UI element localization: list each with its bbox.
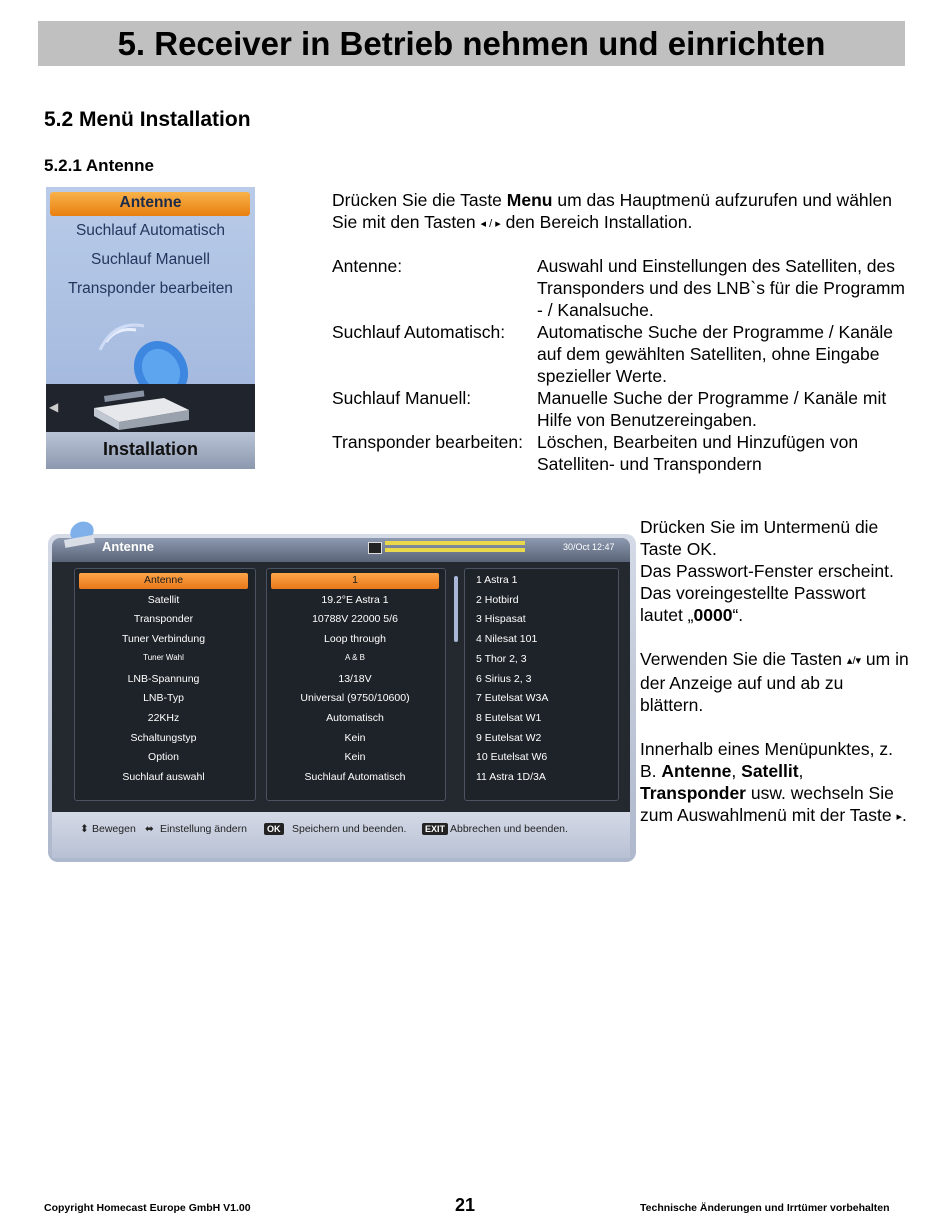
definition-list xyxy=(332,255,912,475)
definition-term: Suchlauf Automatisch: xyxy=(332,322,506,342)
setting-value: 19.2°E Astra 1 xyxy=(321,593,389,606)
definition-row xyxy=(332,431,912,475)
foot-move: Bewegen xyxy=(92,823,136,835)
bold-antenne: Antenne xyxy=(661,761,732,781)
foot-change: Einstellung ändern xyxy=(160,823,247,835)
foot-cancel: Abbrechen und beenden. xyxy=(450,823,568,835)
foot-save: Speichern und beenden. xyxy=(292,823,407,835)
setting-value: Kein xyxy=(344,731,366,744)
side-p2: Das Passwort-Fenster erscheint. xyxy=(640,561,894,581)
intro-text-2: um das Hauptmenü aufzurufen und wählen Sie mit den Tasten xyxy=(332,190,893,232)
setting-label: Option xyxy=(148,751,179,764)
definition-term: Antenne: xyxy=(332,256,403,276)
installation-menu-screenshot xyxy=(46,187,255,469)
definition-row xyxy=(332,387,912,431)
satellite-list-item: 5 Thor 2, 3 xyxy=(476,652,527,665)
page-number: 21 xyxy=(455,1195,476,1215)
setting-value: 13/18V xyxy=(338,672,372,685)
satellite-dish-icon xyxy=(60,520,100,554)
signal-icon xyxy=(368,542,382,554)
bold-transponder: Transponder xyxy=(640,783,746,803)
satellite-list-item: 10 Eutelsat W6 xyxy=(476,751,548,764)
section-heading: 5.2 Menü Installation xyxy=(44,108,251,131)
satellite-list-item: 8 Eutelsat W1 xyxy=(476,711,542,724)
side-p5-mid: usw. wechseln Sie zum Auswahlmenü mit der Taste xyxy=(640,783,897,825)
side-instructions xyxy=(640,516,910,828)
side-p5 xyxy=(640,738,910,828)
right-arrow-icon: ▸ xyxy=(896,811,902,823)
satellite-list-item: 2 Hotbird xyxy=(476,593,519,606)
signal-strength-bar xyxy=(385,541,525,545)
setting-value: Universal (9750/10600) xyxy=(300,692,410,705)
definition-term: Suchlauf Manuell: xyxy=(332,388,472,408)
exit-key: EXIT xyxy=(422,823,448,835)
chapter-title-bar xyxy=(38,21,905,66)
intro-paragraph xyxy=(332,189,902,235)
definition-desc: Manuelle Suche der Programme / Kanäle mit Hilfe von Benutzereingaben. xyxy=(537,388,887,430)
side-p3-end: “. xyxy=(732,605,744,625)
chapter-title: 5. Receiver in Betrieb nehmen und einrichten xyxy=(117,24,826,62)
setting-label: Suchlauf auswahl xyxy=(122,771,205,783)
installation-label: Installation xyxy=(102,439,198,459)
up-down-arrow-icons: ▴/▾ xyxy=(846,655,862,667)
intro-text-1: Drücken Sie die Taste xyxy=(332,190,507,210)
menu-item-transponder-bearbeiten: Transponder bearbeiten xyxy=(68,280,233,297)
bold-satellit: Satellit xyxy=(741,761,799,781)
side-p3 xyxy=(640,582,910,626)
comma: , xyxy=(731,761,742,781)
setting-label: Transponder xyxy=(133,613,194,626)
menu-key-label: Menu xyxy=(506,190,553,210)
left-right-icon: ⬌ xyxy=(145,823,154,835)
setting-label: Schaltungstyp xyxy=(130,731,197,744)
definition-row xyxy=(332,255,912,321)
screen-body xyxy=(52,562,630,812)
menu-item-suchlauf-automatisch: Suchlauf Automatisch xyxy=(75,222,226,239)
setting-value: Suchlauf Automatisch xyxy=(304,771,406,783)
left-right-arrow-icons: ◂ / ▸ xyxy=(480,218,501,230)
definition-row xyxy=(332,321,912,387)
disclaimer: Technische Änderungen und Irrtümer vorbehalten xyxy=(640,1202,890,1214)
menu-carousel-strip xyxy=(46,384,255,432)
setting-label: Antenne xyxy=(143,574,184,586)
ok-key: OK xyxy=(264,823,284,835)
satellite-list-item: 9 Eutelsat W2 xyxy=(476,731,542,744)
setting-label: Tuner Wahl xyxy=(143,652,184,662)
default-password: 0000 xyxy=(693,605,733,625)
satellite-list-item: 3 Hispasat xyxy=(476,613,526,626)
receiver-device-icon xyxy=(84,388,194,430)
side-p5-end: . xyxy=(902,805,907,825)
screen-title: Antenne xyxy=(102,539,154,554)
signal-quality-bar xyxy=(385,548,525,552)
setting-label: Tuner Verbindung xyxy=(121,633,206,646)
menu-item-antenne: Antenne xyxy=(119,194,182,211)
setting-value: A & B xyxy=(344,652,365,662)
side-p4-end: um in der Anzeige auf und ab zu blättern. xyxy=(640,649,909,715)
satellite-list-item: 4 Nilesat 101 xyxy=(476,633,538,646)
setting-label: LNB-Typ xyxy=(143,692,184,705)
definition-desc: Automatische Suche der Programme / Kanäle auf dem gewählten Satelliten, ohne Eingabe spezieller Werte. xyxy=(537,322,894,386)
screen-footer xyxy=(52,812,630,858)
screen-datetime: 30/Oct 12:47 xyxy=(563,542,615,552)
satellite-list-item: 1 Astra 1 xyxy=(476,574,518,586)
antenna-menu-screenshot xyxy=(48,520,636,862)
setting-label: 22KHz xyxy=(147,711,180,724)
setting-value: Automatisch xyxy=(326,711,384,724)
menu-item-suchlauf-manuell: Suchlauf Manuell xyxy=(91,251,210,268)
satellite-list-item: 7 Eutelsat W3A xyxy=(476,692,549,705)
setting-value: Loop through xyxy=(324,633,386,646)
definition-desc: Löschen, Bearbeiten und Hinzufügen von Satelliten- und Transpondern xyxy=(537,432,859,474)
setting-label: Satellit xyxy=(147,593,180,606)
intro-text-3: den Bereich Installation. xyxy=(500,212,693,232)
side-p1: Drücken Sie im Untermenü die Taste OK. xyxy=(640,517,879,559)
side-p3-text: Das voreingestellte Passwort lautet „ xyxy=(640,583,866,625)
scrollbar xyxy=(454,576,458,642)
side-p4-text: Verwenden Sie die Tasten xyxy=(640,649,847,669)
setting-value: Kein xyxy=(344,751,366,764)
setting-value: 10788V 22000 5/6 xyxy=(312,613,398,626)
side-p5-text: Innerhalb eines Menüpunktes, z. B. xyxy=(640,739,893,781)
copyright: Copyright Homecast Europe GmbH V1.00 xyxy=(44,1202,251,1214)
up-down-icon: ⬍ xyxy=(80,823,89,835)
definition-desc: Auswahl und Einstellungen des Satelliten, des Transponders und des LNB`s für die Programm - / Kanalsuche. xyxy=(537,256,905,320)
definition-term: Transponder bearbeiten: xyxy=(332,432,524,452)
setting-value: 1 xyxy=(352,574,358,586)
setting-label: LNB-Spannung xyxy=(127,672,200,685)
side-p4 xyxy=(640,648,910,716)
subsection-heading: 5.2.1 Antenne xyxy=(44,156,154,175)
left-arrow-icon: ◀ xyxy=(49,400,59,414)
satellite-list-item: 6 Sirius 2, 3 xyxy=(476,672,532,685)
comma: , xyxy=(798,761,804,781)
satellite-list-item: 11 Astra 1D/3A xyxy=(476,771,546,783)
